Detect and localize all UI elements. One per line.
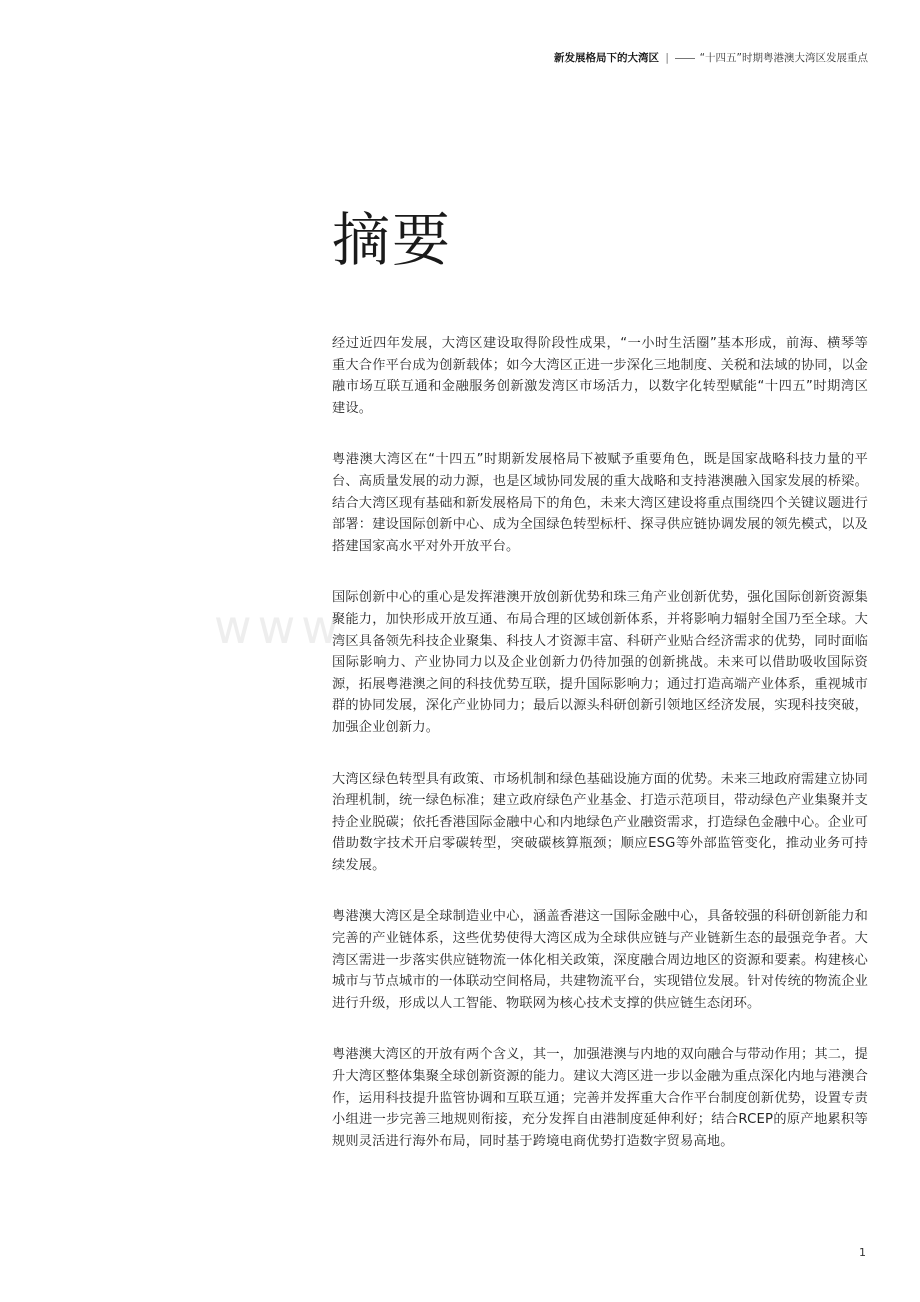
paragraph-5: 粤港澳大湾区是全球制造业中心，涵盖香港这一国际金融中心，具备较强的科研创新能力和完善的产业链体系，这些优势使得大湾区成为全球供应链与产业链新生态的最强竞争者。大湾区需进一步落实供应链物流一体化相关政策，深度融合周边地区的资源和要素。构建核心城市与节点城市的一体联动空间格局，共建物流平台，实现错位发展。针对传统的物流企业进行升级，形成以人工智能、物联网为核心技术支撑的供应链生态闭环。 [332, 909, 868, 1011]
header-separator: | [665, 52, 669, 64]
watermark: www. [214, 600, 362, 654]
paragraph-1: 经过近四年发展，大湾区建设取得阶段性成果，“一小时生活圈”基本形成，前海、横琴等重大合作平台成为创新载体；如今大湾区正进一步深化三地制度、关税和法域的协同，以金融市场互联互通和金融服务创新激发湾区市场活力，以数字化转型赋能“十四五”时期湾区建设。 [332, 336, 868, 416]
page-number: 1 [859, 1246, 866, 1259]
header-series-title: 新发展格局下的大湾区 [554, 52, 660, 64]
running-header [554, 50, 868, 66]
header-subtitle: “十四五”时期粤港澳大湾区发展重点 [699, 52, 868, 64]
abstract-body [332, 333, 868, 1182]
paragraph-6: 粤港澳大湾区的开放有两个含义，其一，加强港澳与内地的双向融合与带动作用；其二，提升大湾区整体集聚全球创新资源的能力。建议大湾区进一步以金融为重点深化内地与港澳合作，运用科技提升监管协调和互联互通；完善并发挥重大合作平台制度创新优势，设置专责小组进一步完善三地规则衔接，充分发挥自由港制度延伸利好；结合RCEP的原产地累积等规则灵活进行海外布局，同时基于跨境电商优势打造数字贸易高地。 [332, 1047, 868, 1149]
paragraph-2: 粤港澳大湾区在“十四五”时期新发展格局下被赋予重要角色，既是国家战略科技力量的平台、高质量发展的动力源，也是区域协同发展的重大战略和支持港澳融入国家发展的桥梁。结合大湾区现有基础和新发展格局下的角色，未来大湾区建设将重点围绕四个关键议题进行部署：建设国际创新中心、成为全国绿色转型标杆、探寻供应链协调发展的领先模式，以及搭建国家高水平对外开放平台。 [332, 452, 868, 554]
paragraph-3: 国际创新中心的重心是发挥港澳开放创新优势和珠三角产业创新优势，强化国际创新资源集聚能力，加快形成开放互通、布局合理的区域创新体系，并将影响力辐射全国乃至全球。大湾区具备领先科技企业聚集、科技人才资源丰富、科研产业贴合经济需求的优势，同时面临国际影响力、产业协同力以及企业创新力仍待加强的创新挑战。未来可以借助吸收国际资源，拓展粤港澳之间的科技优势互联，提升国际影响力；通过打造高端产业体系，重视城市群的协同发展，深化产业协同力；最后以源头科研创新引领地区经济发展，实现科技突破，加强企业创新力。 [332, 590, 868, 735]
paragraph-4: 大湾区绿色转型具有政策、市场机制和绿色基础设施方面的优势。未来三地政府需建立协同治理机制，统一绿色标准；建立政府绿色产业基金、打造示范项目，带动绿色产业集聚并支持企业脱碳；依托香港国际金融中心和内地绿色产业融资需求，打造绿色金融中心。企业可借助数字技术开启零碳转型，突破碳核算瓶颈；顺应ESG等外部监管变化，推动业务可持续发展。 [332, 771, 868, 873]
page-title: 摘要 [332, 206, 453, 274]
header-dash-rule [675, 58, 695, 59]
